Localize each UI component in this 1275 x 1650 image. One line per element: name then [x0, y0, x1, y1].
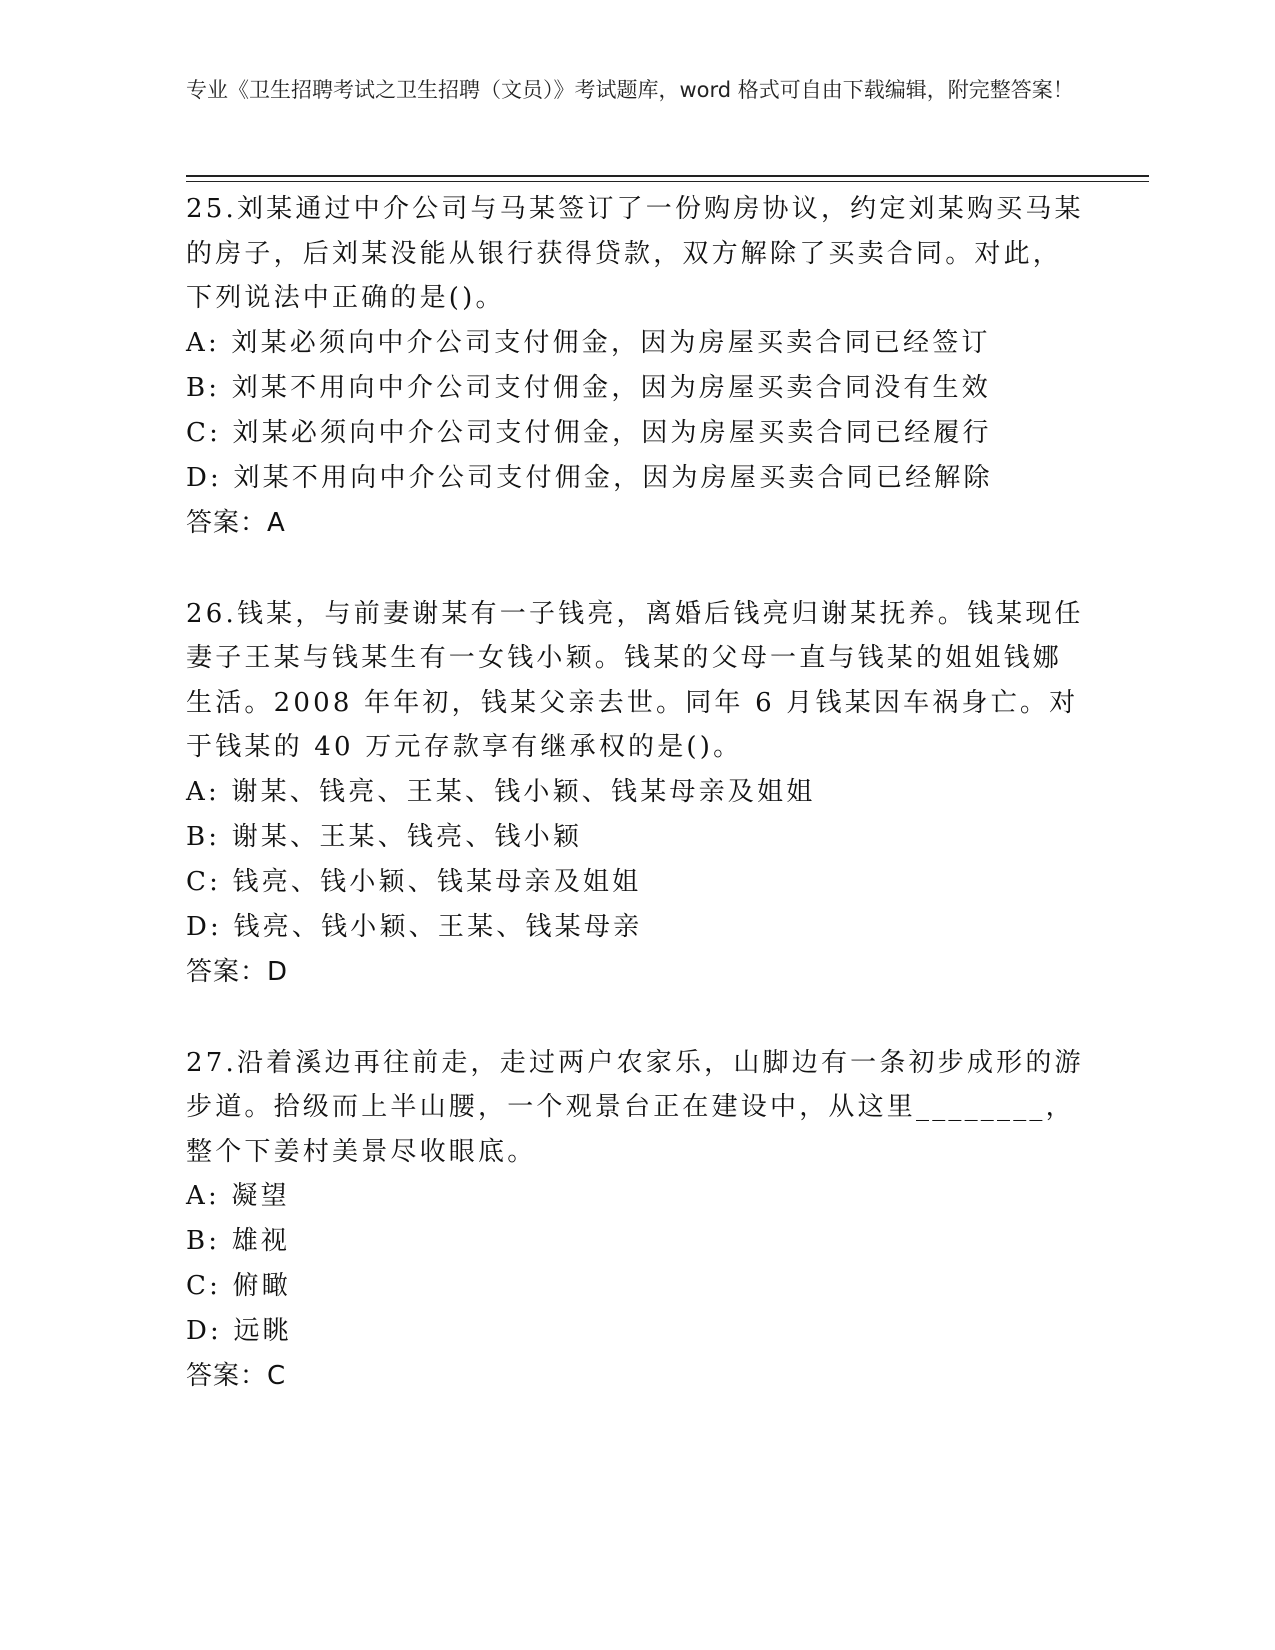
- question-stem: 26.钱某，与前妻谢某有一子钱亮，离婚后钱亮归谢某抚养。钱某现任妻子王某与钱某生有一女钱小颖。钱某的父母一直与钱某的姐姐钱娜生活。2008 年年初，钱某父亲去世。同年 6 月钱某因车祸身亡。对于钱某的 40 万元存款享有继承权的是()。: [186, 598, 1084, 762]
- answer-line: 答案：A: [186, 507, 286, 538]
- header-divider-thin: [186, 181, 1149, 182]
- option-d: D: 刘某不用向中介公司支付佣金，因为房屋买卖合同已经解除: [186, 462, 993, 493]
- option-c: C: 刘某必须向中介公司支付佣金，因为房屋买卖合同已经履行: [186, 417, 992, 448]
- answer-line: 答案：D: [186, 956, 289, 987]
- option-c: C: 俯瞰: [186, 1271, 291, 1301]
- option-a: A: 刘某必须向中介公司支付佣金，因为房屋买卖合同已经签订: [186, 327, 991, 358]
- header-divider-thick: [186, 175, 1149, 177]
- question-27: [186, 1041, 1086, 1400]
- question-25: [186, 187, 1086, 546]
- option-b: B: 雄视: [186, 1226, 291, 1256]
- document-header: 专业《卫生招聘考试之卫生招聘（文员）》考试题库，word 格式可自由下载编辑，附完整答案！: [186, 78, 1074, 102]
- option-d: D: 钱亮、钱小颖、王某、钱某母亲: [186, 911, 643, 942]
- option-c: C: 钱亮、钱小颖、钱某母亲及姐姐: [186, 866, 642, 897]
- option-b: B: 刘某不用向中介公司支付佣金，因为房屋买卖合同没有生效: [186, 372, 991, 403]
- option-d: D: 远眺: [186, 1316, 292, 1346]
- option-a: A: 谢某、钱亮、王某、钱小颖、钱某母亲及姐姐: [186, 776, 816, 807]
- option-b: B: 谢某、王某、钱亮、钱小颖: [186, 821, 583, 852]
- option-a: A: 凝望: [186, 1181, 290, 1211]
- question-26: [186, 592, 1086, 995]
- question-stem: 27.沿着溪边再往前走，走过两户农家乐，山脚边有一条初步成形的游步道。拾级而上半山腰，一个观景台正在建设中，从这里________，整个下姜村美景尽收眼底。: [186, 1047, 1084, 1167]
- question-list: [186, 187, 1086, 1445]
- question-stem: 25.刘某通过中介公司与马某签订了一份购房协议，约定刘某购买马某的房子，后刘某没能从银行获得贷款，双方解除了买卖合同。对此，下列说法中正确的是()。: [186, 194, 1084, 313]
- answer-line: 答案：C: [186, 1361, 287, 1391]
